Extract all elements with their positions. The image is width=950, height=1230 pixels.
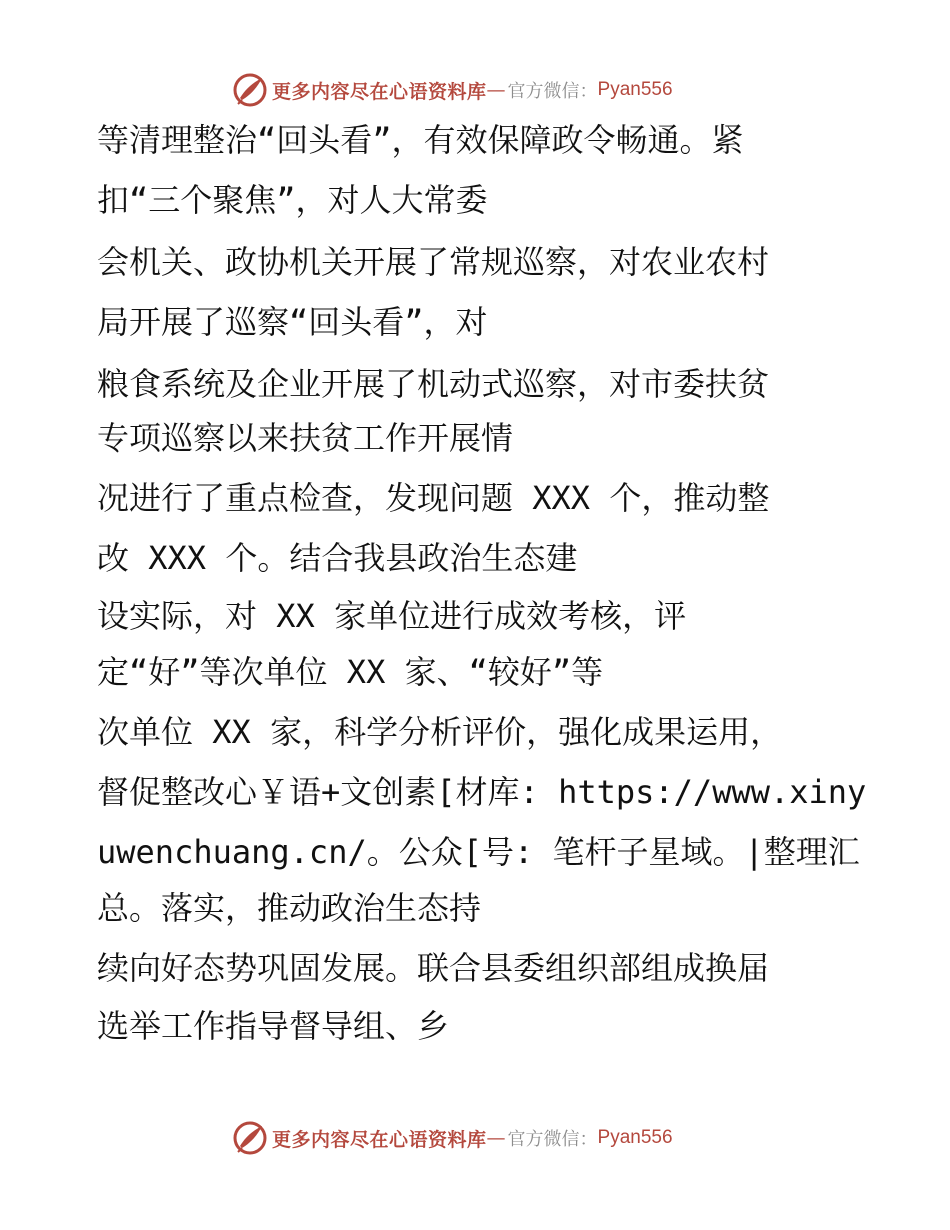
footer-label: 官方微信： bbox=[507, 1129, 598, 1150]
footer-brand-text: 更多内容尽在心语资料库 bbox=[272, 1128, 487, 1151]
text-line: 局开展了巡察“回头看”，对 bbox=[97, 303, 488, 341]
text-line: 况进行了重点检查，发现问题 XXX 个，推动整 bbox=[97, 479, 770, 517]
header-separator: — bbox=[486, 79, 506, 101]
text-line: 续向好态势巩固发展。联合县委组织部组成换届 bbox=[97, 949, 770, 987]
text-line: uwenchuang.cn/。公众[号: 笔杆子星域。|整理汇 bbox=[97, 833, 860, 871]
text-line: 次单位 XX 家，科学分析评价，强化成果运用， bbox=[97, 713, 783, 751]
text-line: 扣“三个聚焦”，对人大常委 bbox=[97, 181, 488, 219]
footer-separator: — bbox=[486, 1127, 506, 1149]
quill-logo-icon bbox=[232, 72, 268, 108]
header-watermark bbox=[232, 70, 712, 110]
header-account: Pyan556 bbox=[597, 79, 673, 100]
text-line: 等清理整治“回头看”，有效保障政令畅通。紧 bbox=[97, 121, 744, 159]
header-label: 官方微信： bbox=[507, 81, 598, 102]
text-line: 定“好”等次单位 XX 家、“较好”等 bbox=[97, 653, 604, 691]
text-line: 会机关、政协机关开展了常规巡察，对农业农村 bbox=[97, 243, 770, 281]
text-line: 总。落实，推动政治生态持 bbox=[97, 889, 482, 927]
footer-watermark bbox=[232, 1118, 712, 1158]
text-line: 改 XXX 个。结合我县政治生态建 bbox=[97, 539, 578, 577]
text-line: 督促整改心￥语+文创素[材库: https://www.xiny bbox=[97, 773, 867, 811]
text-line: 专项巡察以来扶贫工作开展情 bbox=[97, 419, 514, 457]
text-line: 粮食系统及企业开展了机动式巡察，对市委扶贫 bbox=[97, 365, 770, 403]
text-line: 设实际，对 XX 家单位进行成效考核，评 bbox=[97, 597, 687, 635]
text-line: 选举工作指导督导组、乡 bbox=[97, 1007, 450, 1045]
quill-logo-icon bbox=[232, 1120, 268, 1156]
footer-account: Pyan556 bbox=[597, 1127, 673, 1148]
header-brand-text: 更多内容尽在心语资料库 bbox=[272, 80, 487, 103]
